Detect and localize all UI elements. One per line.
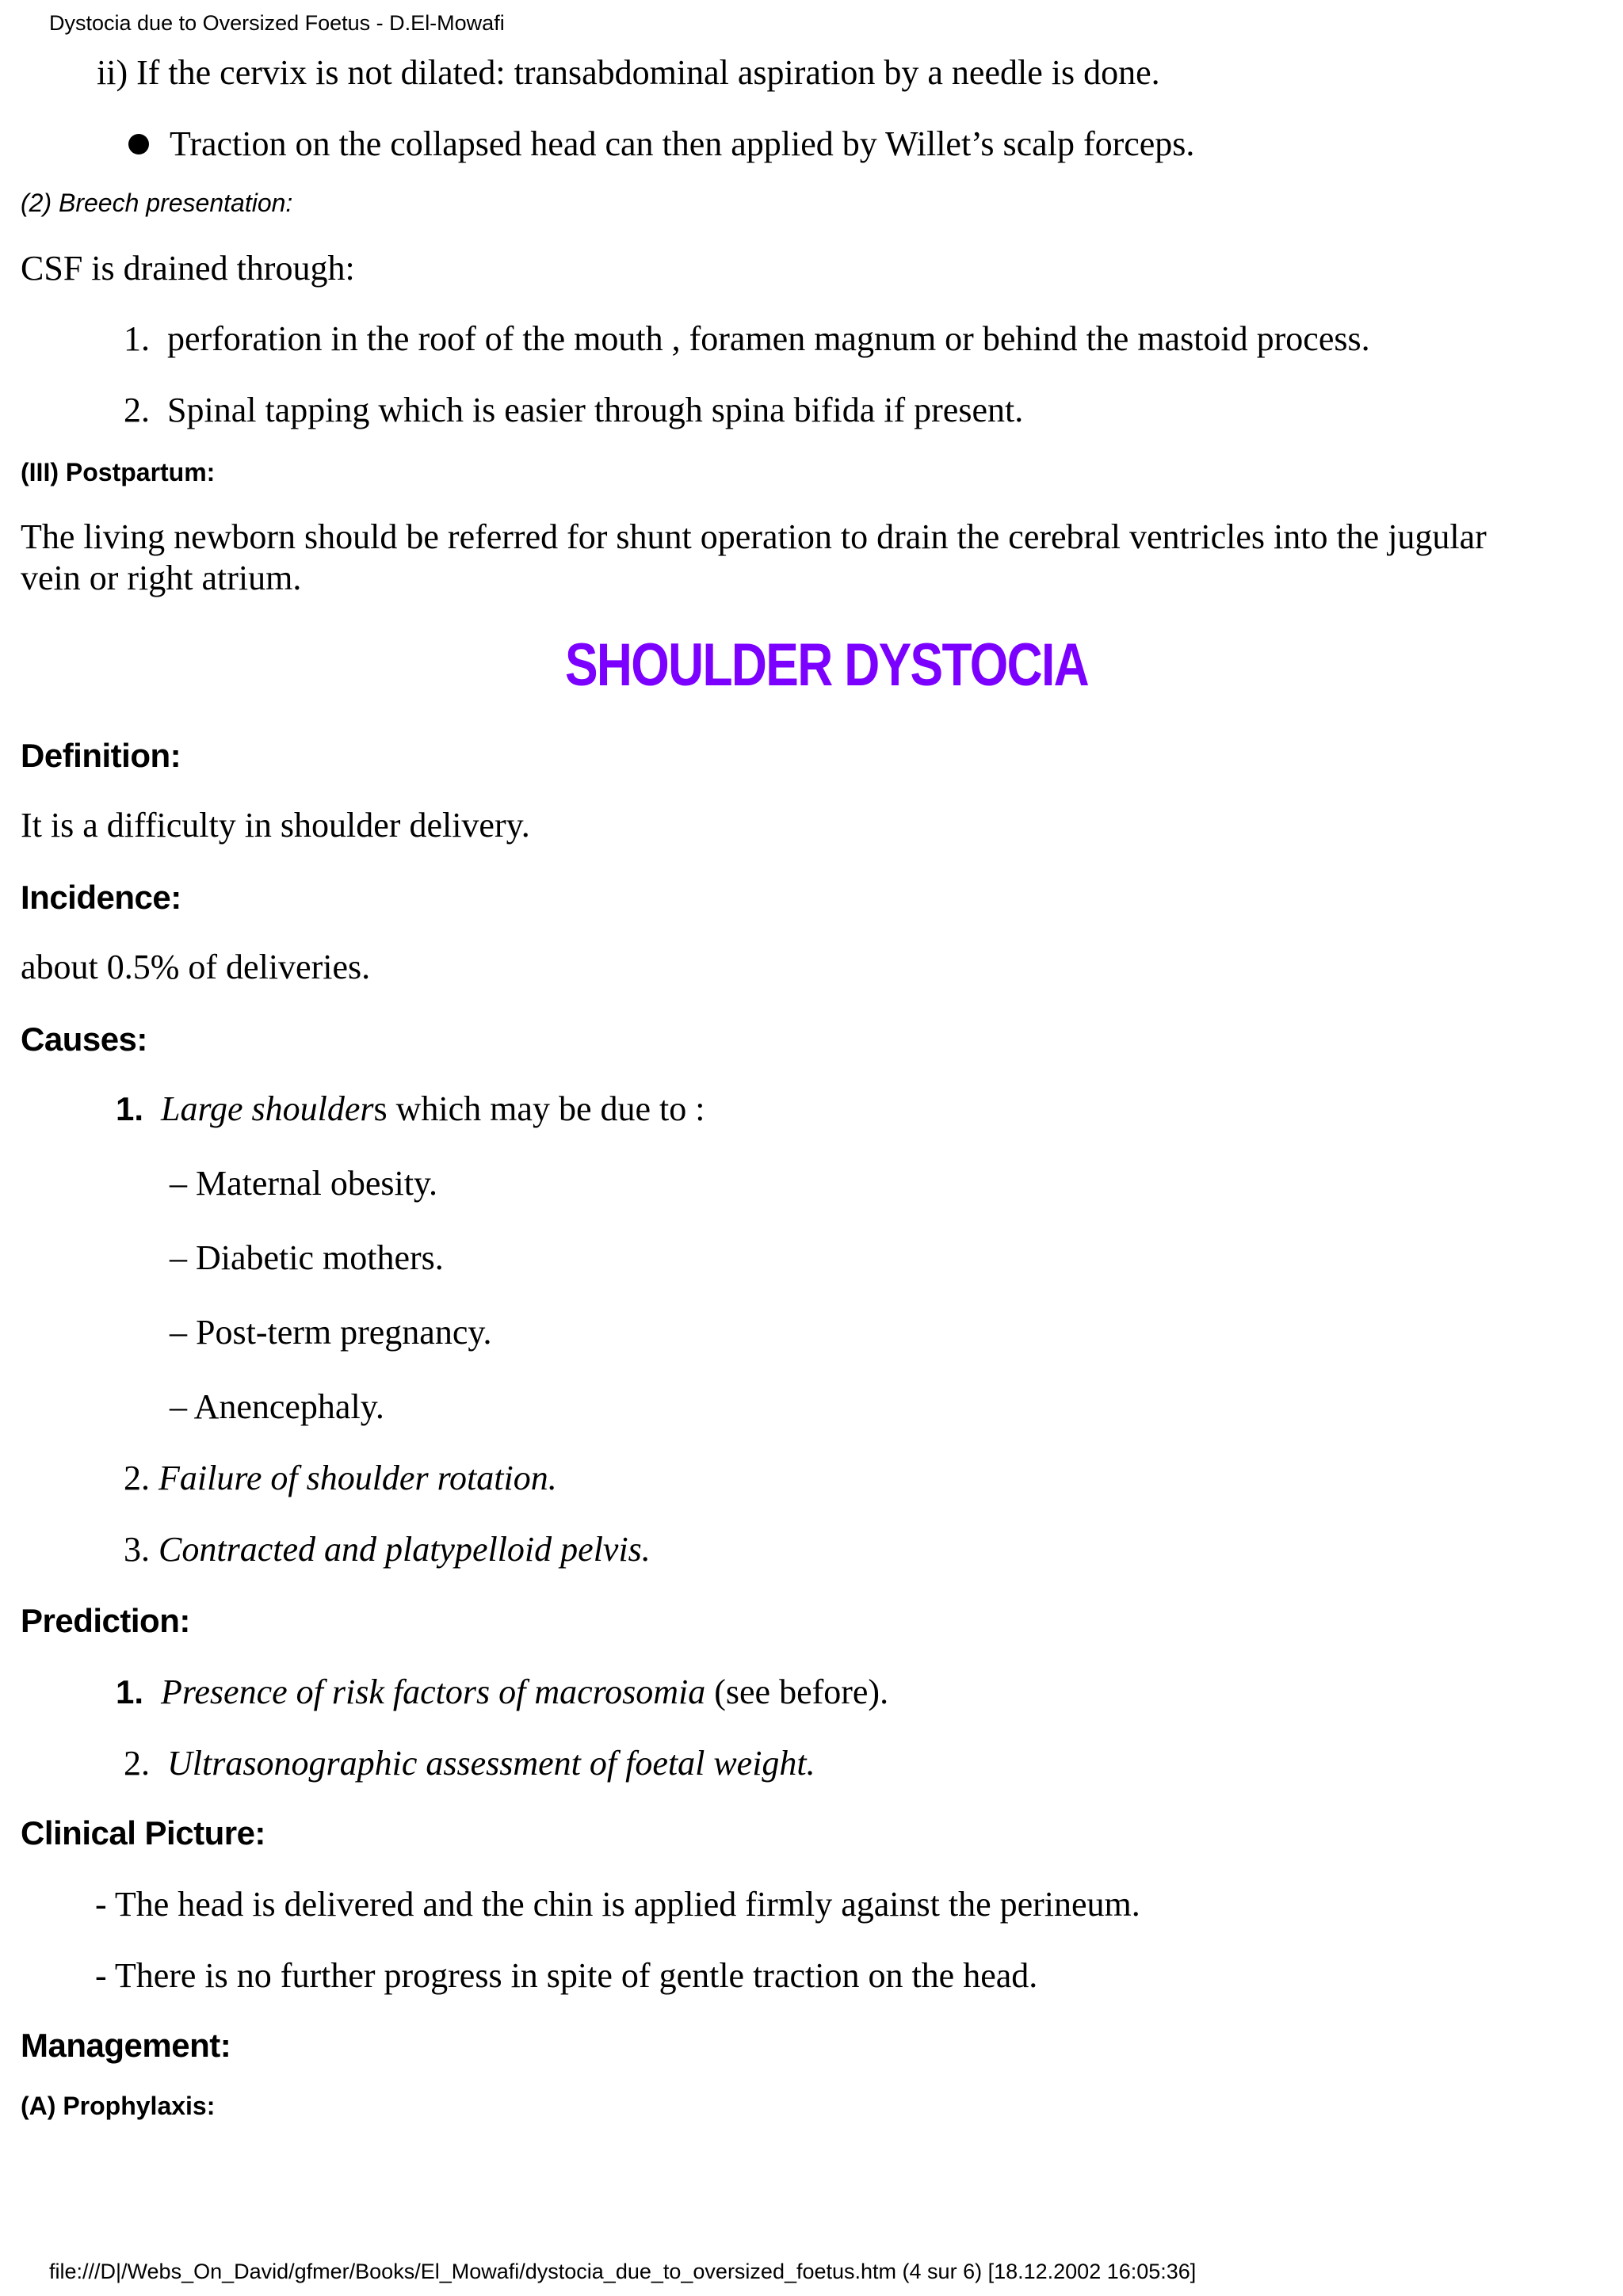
cause-item-3 xyxy=(124,1529,651,1571)
csf-item-2-num: 2. xyxy=(124,391,150,429)
prediction-1-num: 1. xyxy=(116,1673,144,1711)
csf-list-item-1 xyxy=(124,318,1370,360)
bullet-traction-item xyxy=(128,124,1194,166)
section-title: SHOULDER DYSTOCIA xyxy=(565,631,1089,699)
csf-item-1-text: perforation in the roof of the mouth , foramen magnum or behind the mastoid process. xyxy=(167,319,1370,358)
cause-1-sub-3: – Post-term pregnancy. xyxy=(170,1313,492,1352)
postpartum-heading: (III) Postpartum: xyxy=(21,458,216,486)
clinical-line-1: - The head is delivered and the chin is applied firmly against the perineum. xyxy=(95,1885,1140,1924)
cause-2-num: 2. xyxy=(124,1459,150,1497)
bullet-dot-icon xyxy=(128,134,149,154)
cause-3-num: 3. xyxy=(124,1530,150,1569)
cause-1-sub-4: – Anencephaly. xyxy=(170,1387,384,1426)
csf-list-item-2 xyxy=(124,390,1023,432)
bullet-traction-text: Traction on the collapsed head can then applied by Willet’s scalp forceps. xyxy=(170,124,1195,163)
postpartum-line-1: The living newborn should be referred for shunt operation to drain the cerebral ventricles into the jugular xyxy=(21,517,1487,556)
prediction-2-num: 2. xyxy=(124,1744,150,1783)
cause-1-rest: s which may be due to : xyxy=(373,1089,705,1128)
page-footer-path: file:///D|/Webs_On_David/gfmer/Books/El_Mowafi/dystocia_due_to_oversized_foetus.htm (4 sur 6) [18.12.2002 16:05:36] xyxy=(49,2260,1197,2283)
prediction-heading: Prediction: xyxy=(21,1602,190,1639)
line-ii-cervix: ii) If the cervix is not dilated: transabdominal aspiration by a needle is done. xyxy=(97,53,1160,92)
cause-1-num: 1. xyxy=(116,1090,144,1127)
cause-item-1 xyxy=(116,1089,705,1131)
cause-2-text: Failure of shoulder rotation. xyxy=(158,1459,557,1497)
definition-heading: Definition: xyxy=(21,737,181,774)
clinical-picture-heading: Clinical Picture: xyxy=(21,1814,265,1852)
cause-1-sub-1: – Maternal obesity. xyxy=(170,1164,438,1203)
prophylaxis-heading: (A) Prophylaxis: xyxy=(21,2092,216,2120)
postpartum-line-2: vein or right atrium. xyxy=(21,559,302,597)
prediction-2-text: Ultrasonographic assessment of foetal weight. xyxy=(167,1744,815,1783)
page-header-title: Dystocia due to Oversized Foetus - D.El-Mowafi xyxy=(49,11,505,35)
incidence-heading: Incidence: xyxy=(21,879,181,916)
definition-text: It is a difficulty in shoulder delivery. xyxy=(21,806,530,845)
cause-item-2 xyxy=(124,1458,557,1500)
cause-1-sub-2: – Diabetic mothers. xyxy=(170,1238,444,1277)
causes-heading: Causes: xyxy=(21,1020,147,1058)
management-heading: Management: xyxy=(21,2027,231,2064)
prediction-1-italic: Presence of risk factors of macrosomia xyxy=(161,1672,706,1711)
incidence-text: about 0.5% of deliveries. xyxy=(21,948,371,986)
csf-item-2-text: Spinal tapping which is easier through spina bifida if present. xyxy=(167,391,1024,429)
csf-intro: CSF is drained through: xyxy=(21,249,355,288)
prediction-1-rest: (see before). xyxy=(705,1672,889,1711)
csf-item-1-num: 1. xyxy=(124,319,150,358)
prediction-item-1 xyxy=(116,1672,888,1714)
cause-1-italic: Large shoulder xyxy=(161,1089,374,1128)
clinical-line-2: - There is no further progress in spite of gentle traction on the head. xyxy=(95,1956,1038,1995)
prediction-item-2 xyxy=(124,1743,815,1785)
cause-3-text: Contracted and platypelloid pelvis. xyxy=(158,1530,651,1569)
breech-heading: (2) Breech presentation: xyxy=(21,189,293,217)
